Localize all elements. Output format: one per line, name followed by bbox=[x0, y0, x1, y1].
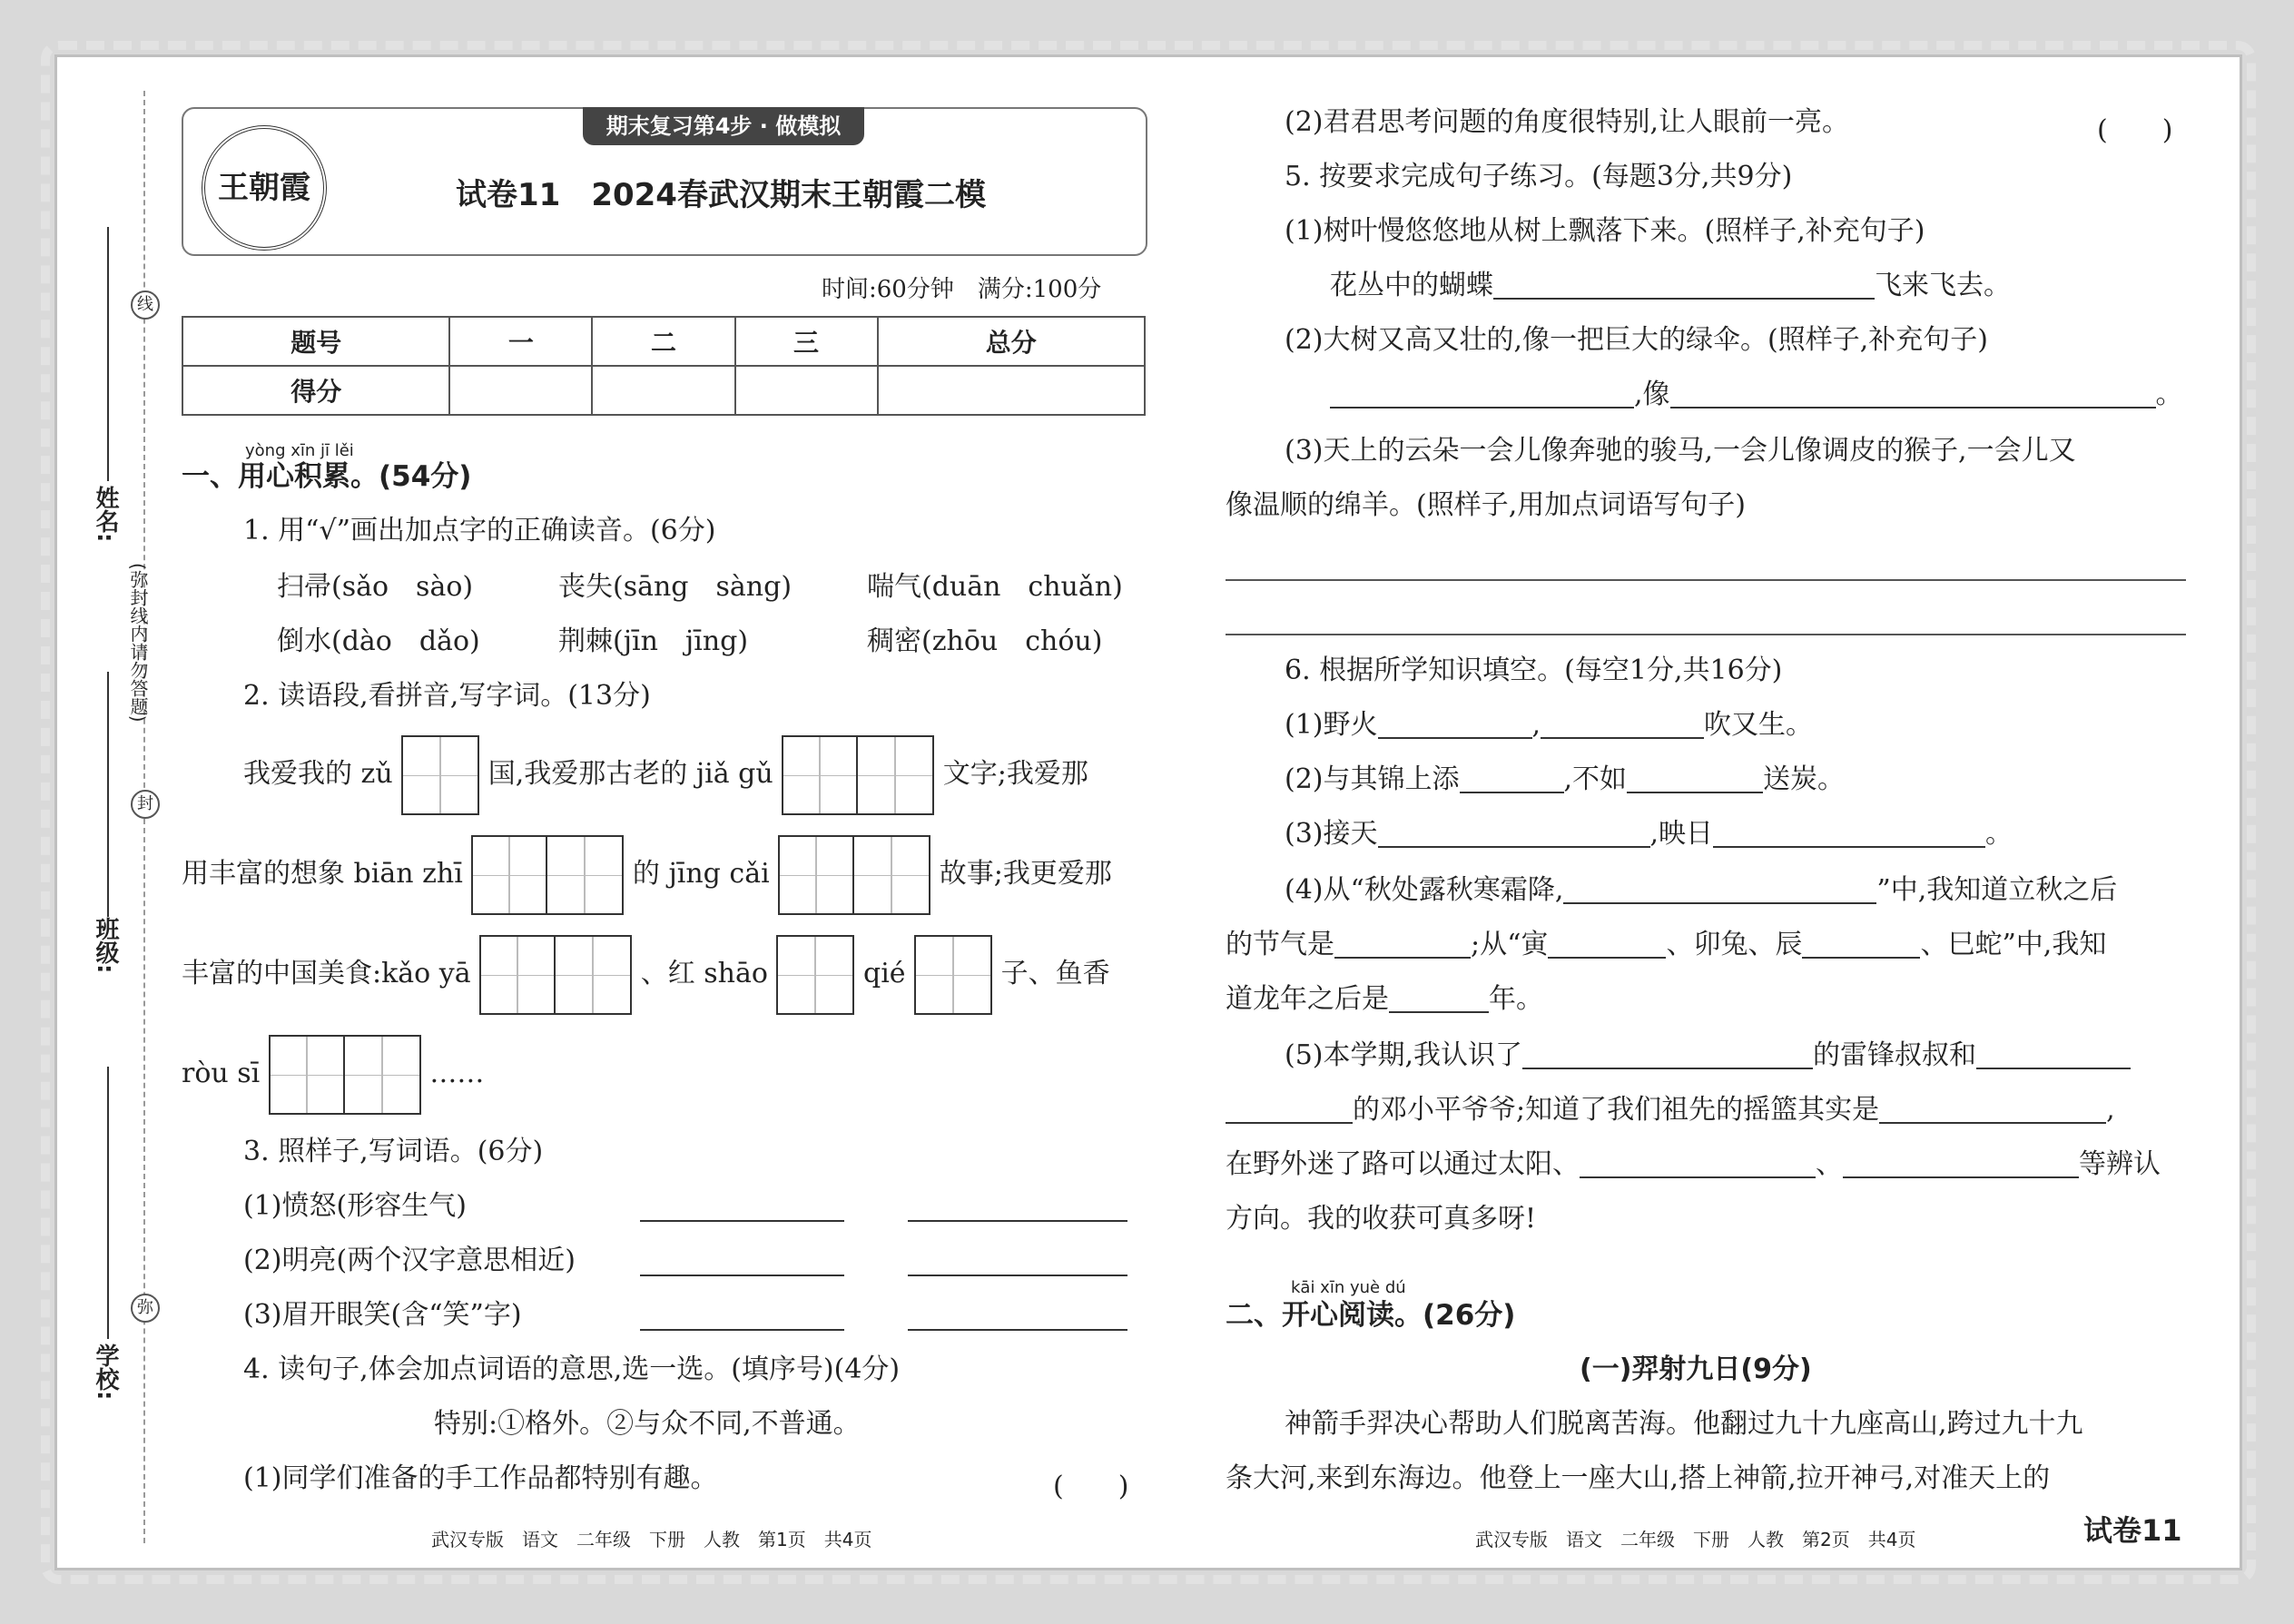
q4-sentence-1: (1)同学们准备的手工作品都特别有趣。 bbox=[243, 1462, 718, 1494]
q6-item-5-cont3: 方向。我的收获可真多呀! bbox=[1226, 1203, 1537, 1235]
q4-prompt: 4. 读句子,体会加点词语的意思,选一选。(填序号)(4分) bbox=[243, 1353, 901, 1385]
q3-prompt: 3. 照样子,写词语。(6分) bbox=[243, 1136, 544, 1167]
margin-mi: 弥 bbox=[131, 1294, 160, 1323]
q5-text: 。 bbox=[2155, 379, 2183, 410]
name-label: 姓名: bbox=[92, 486, 119, 543]
q6-text: ”中,我知道立秋之后 bbox=[1876, 874, 2118, 906]
q6-text: , bbox=[1531, 709, 1541, 741]
q2-line-4 bbox=[182, 1035, 484, 1115]
q2-text: 、红 shāo bbox=[640, 958, 768, 989]
class-field[interactable] bbox=[107, 672, 109, 917]
answer-blank[interactable] bbox=[640, 1220, 844, 1222]
reading1-para-2: 条大河,来到东海边。他登上一座大山,搭上神箭,拉开神弓,对准天上的 bbox=[1226, 1462, 2051, 1494]
score-cell[interactable] bbox=[735, 366, 878, 415]
section1-pinyin: yòng xīn jī lěi bbox=[245, 441, 354, 460]
time-info: 时间:60分钟 满分:100分 bbox=[822, 276, 1102, 303]
q6-text: (4)从“秋处露秋寒霜降, bbox=[1285, 874, 1564, 906]
school-label: 学校: bbox=[92, 1343, 119, 1401]
q2-text: 故事;我更爱那 bbox=[939, 858, 1112, 890]
char-box[interactable] bbox=[782, 735, 934, 815]
q6-text: ,映日 bbox=[1649, 818, 1714, 850]
table-cell: 得分 bbox=[182, 366, 449, 415]
answer-blank[interactable] bbox=[1670, 381, 2156, 408]
q6-text: ;从“寅 bbox=[1471, 929, 1549, 960]
q6-item-3 bbox=[1285, 818, 2013, 850]
q6-text: 的雷锋叔叔和 bbox=[1813, 1039, 1977, 1071]
answer-line[interactable] bbox=[1226, 579, 2186, 581]
answer-blank[interactable] bbox=[640, 1275, 844, 1276]
table-cell: 总分 bbox=[878, 317, 1145, 366]
margin-xian: 线 bbox=[131, 290, 160, 320]
answer-blank[interactable] bbox=[640, 1329, 844, 1331]
reading1-title: (一)羿射九日(9分) bbox=[1580, 1353, 1812, 1385]
answer-blank[interactable] bbox=[1389, 986, 1489, 1013]
q5-item-1-fill bbox=[1330, 272, 2011, 300]
q4-definition: 特别:①格外。②与众不同,不普通。 bbox=[434, 1408, 861, 1440]
footer-right: 武汉专版 语文 二年级 下册 人教 第2页 共4页 bbox=[1475, 1529, 1916, 1550]
score-cell[interactable] bbox=[878, 366, 1145, 415]
q6-item-5-cont bbox=[1226, 1094, 2115, 1126]
answer-paren[interactable]: ( ) bbox=[2097, 114, 2173, 146]
q6-item-1 bbox=[1285, 709, 1814, 741]
header-banner bbox=[182, 107, 1147, 256]
answer-blank[interactable] bbox=[1627, 766, 1763, 793]
q2-line-1 bbox=[243, 735, 1088, 815]
paper-number: 试卷11 bbox=[2083, 1513, 2182, 1548]
q6-text: (5)本学期,我认识了 bbox=[1285, 1039, 1523, 1071]
answer-blank[interactable] bbox=[1563, 877, 1876, 904]
answer-blank[interactable] bbox=[908, 1275, 1127, 1276]
q5-text: ,像 bbox=[1634, 379, 1670, 410]
char-box[interactable] bbox=[914, 935, 992, 1015]
char-box[interactable] bbox=[471, 835, 624, 915]
table-cell: 一 bbox=[449, 317, 592, 366]
q2-line-3 bbox=[182, 935, 1110, 1015]
q2-text: qié bbox=[863, 958, 906, 989]
q3-item-3: (3)眉开眼笑(含“笑”字) bbox=[243, 1299, 522, 1331]
q6-text: 的节气是 bbox=[1226, 929, 1334, 960]
answer-paren[interactable]: ( ) bbox=[1053, 1471, 1129, 1502]
answer-blank[interactable] bbox=[1522, 1042, 1813, 1069]
answer-blank[interactable] bbox=[1334, 931, 1471, 959]
q1-item-1[interactable]: 扫帚(sǎo sào) bbox=[277, 571, 474, 603]
q6-text: (1)野火 bbox=[1285, 709, 1378, 741]
q2-text: 我爱我的 zǔ bbox=[243, 758, 393, 790]
q5-text: 花丛中的蝴蝶 bbox=[1330, 270, 1493, 301]
q1-item-4[interactable]: 倒水(dào dǎo) bbox=[277, 625, 480, 657]
section2-pinyin: kāi xīn yuè dú bbox=[1291, 1278, 1406, 1297]
q6-text: 、卯兔、辰 bbox=[1666, 929, 1803, 960]
score-cell[interactable] bbox=[592, 366, 734, 415]
brand-logo: 王朝霞 bbox=[202, 125, 327, 251]
q2-text: 子、鱼香 bbox=[1000, 958, 1110, 989]
q5-item-1: (1)树叶慢悠悠地从树上飘落下来。(照样子,补充句子) bbox=[1285, 215, 1925, 247]
q2-text: 用丰富的想象 biān zhī bbox=[182, 858, 463, 890]
char-box[interactable] bbox=[401, 735, 479, 815]
name-field[interactable] bbox=[107, 227, 109, 481]
answer-blank[interactable] bbox=[1580, 1151, 1816, 1178]
q6-text: ,不如 bbox=[1563, 763, 1628, 795]
q1-item-3[interactable]: 喘气(duān chuǎn) bbox=[867, 571, 1123, 603]
q6-text: 等辨认 bbox=[2079, 1148, 2161, 1180]
answer-blank[interactable] bbox=[1976, 1042, 2131, 1069]
q1-item-5[interactable]: 荆棘(jīn jīng) bbox=[558, 625, 749, 657]
q6-item-2 bbox=[1285, 763, 1846, 795]
answer-blank[interactable] bbox=[908, 1220, 1127, 1222]
q3-item-1: (1)愤怒(形容生气) bbox=[243, 1190, 467, 1222]
q1-item-6[interactable]: 稠密(zhōu chóu) bbox=[867, 625, 1103, 657]
q4-sentence-2: (2)君君思考问题的角度很特别,让人眼前一亮。 bbox=[1285, 106, 1850, 138]
q6-text: (2)与其锦上添 bbox=[1285, 763, 1460, 795]
q2-prompt: 2. 读语段,看拼音,写字词。(13分) bbox=[243, 680, 651, 712]
q1-item-2[interactable]: 丧失(sāng sàng) bbox=[558, 571, 793, 603]
char-box[interactable] bbox=[778, 835, 930, 915]
q6-text: 、巳蛇”中,我知 bbox=[1920, 929, 2107, 960]
char-box[interactable] bbox=[479, 935, 632, 1015]
answer-blank[interactable] bbox=[1843, 1151, 2079, 1178]
answer-blank[interactable] bbox=[1378, 821, 1650, 848]
answer-blank[interactable] bbox=[1493, 272, 1875, 300]
q2-text: 文字;我爱那 bbox=[942, 758, 1088, 790]
score-table bbox=[182, 316, 1146, 416]
answer-blank[interactable] bbox=[1548, 931, 1666, 959]
q6-item-5-cont2 bbox=[1226, 1148, 2161, 1180]
q6-text: 道龙年之后是 bbox=[1226, 983, 1389, 1015]
q6-item-4-cont bbox=[1226, 931, 2106, 959]
q6-text: 年。 bbox=[1489, 983, 1543, 1015]
answer-blank[interactable] bbox=[1802, 931, 1920, 959]
q6-text: 的邓小平爷爷;知道了我们祖先的摇篮其实是 bbox=[1353, 1094, 1880, 1126]
answer-blank[interactable] bbox=[1460, 766, 1564, 793]
q6-text: 送炭。 bbox=[1763, 763, 1846, 795]
answer-blank[interactable] bbox=[1879, 1097, 2106, 1124]
table-cell: 三 bbox=[735, 317, 878, 366]
q6-item-5 bbox=[1285, 1039, 2131, 1071]
q1-prompt: 1. 用“√”画出加点字的正确读音。(6分) bbox=[243, 515, 716, 546]
q2-line-2 bbox=[182, 835, 1112, 915]
q6-text: 吹又生。 bbox=[1704, 709, 1814, 741]
char-box[interactable] bbox=[269, 1035, 421, 1115]
score-cell[interactable] bbox=[449, 366, 592, 415]
q5-item-3-cont: 像温顺的绵羊。(照样子,用加点词语写句子) bbox=[1226, 489, 1746, 521]
section1-title: 一、用心积累。(54分) bbox=[182, 460, 472, 493]
q5-item-2-fill bbox=[1330, 381, 2183, 408]
table-cell: 题号 bbox=[182, 317, 449, 366]
answer-blank[interactable] bbox=[1378, 712, 1532, 739]
q6-text: 。 bbox=[1985, 818, 2013, 850]
q2-text: ròu sī bbox=[182, 1058, 261, 1089]
q6-item-4 bbox=[1285, 874, 2118, 906]
table-cell: 二 bbox=[592, 317, 734, 366]
margin-note: (弥封线内请勿答题) bbox=[127, 563, 149, 723]
reading1-para-1: 神箭手羿决心帮助人们脱离苦海。他翻过九十九座高山,跨过九十九 bbox=[1285, 1408, 2083, 1440]
answer-line[interactable] bbox=[1226, 634, 2186, 635]
paper-title: 试卷11 2024春武汉期末王朝霞二模 bbox=[456, 177, 986, 213]
q6-text: 在野外迷了路可以通过太阳、 bbox=[1226, 1148, 1580, 1180]
q2-text: …… bbox=[429, 1058, 485, 1089]
review-step-tab: 期末复习第4步 · 做模拟 bbox=[583, 107, 864, 145]
q5-item-2: (2)大树又高又壮的,像一把巨大的绿伞。(照样子,补充句子) bbox=[1285, 324, 1988, 356]
table-row bbox=[182, 317, 1145, 366]
q6-text: 、 bbox=[1816, 1148, 1843, 1180]
footer-left: 武汉专版 语文 二年级 下册 人教 第1页 共4页 bbox=[431, 1529, 872, 1550]
q6-text: , bbox=[2106, 1094, 2115, 1126]
char-box[interactable] bbox=[776, 935, 854, 1015]
q6-text: (3)接天 bbox=[1285, 818, 1378, 850]
table-row bbox=[182, 366, 1145, 415]
q6-prompt: 6. 根据所学知识填空。(每空1分,共16分) bbox=[1285, 655, 1783, 686]
section2-title: 二、开心阅读。(26分) bbox=[1226, 1299, 1516, 1332]
q3-item-2: (2)明亮(两个汉字意思相近) bbox=[243, 1245, 576, 1276]
q5-text: 飞来飞去。 bbox=[1875, 270, 2011, 301]
class-label: 班级: bbox=[92, 917, 119, 974]
school-field[interactable] bbox=[107, 1067, 109, 1339]
answer-blank[interactable] bbox=[1330, 381, 1634, 408]
margin-feng: 封 bbox=[131, 790, 160, 819]
q2-text: 丰富的中国美食:kǎo yā bbox=[182, 958, 471, 989]
q5-item-3: (3)天上的云朵一会儿像奔驰的骏马,一会儿像调皮的猴子,一会儿又 bbox=[1285, 435, 2076, 467]
answer-blank[interactable] bbox=[1226, 1097, 1353, 1124]
q5-prompt: 5. 按要求完成句子练习。(每题3分,共9分) bbox=[1285, 161, 1793, 192]
q2-text: 国,我爱那古老的 jiǎ gǔ bbox=[487, 758, 773, 790]
answer-blank[interactable] bbox=[1713, 821, 1985, 848]
q2-text: 的 jīng cǎi bbox=[632, 858, 770, 890]
answer-blank[interactable] bbox=[1541, 712, 1704, 739]
q6-item-4-cont2 bbox=[1226, 983, 1543, 1015]
answer-blank[interactable] bbox=[908, 1329, 1127, 1331]
